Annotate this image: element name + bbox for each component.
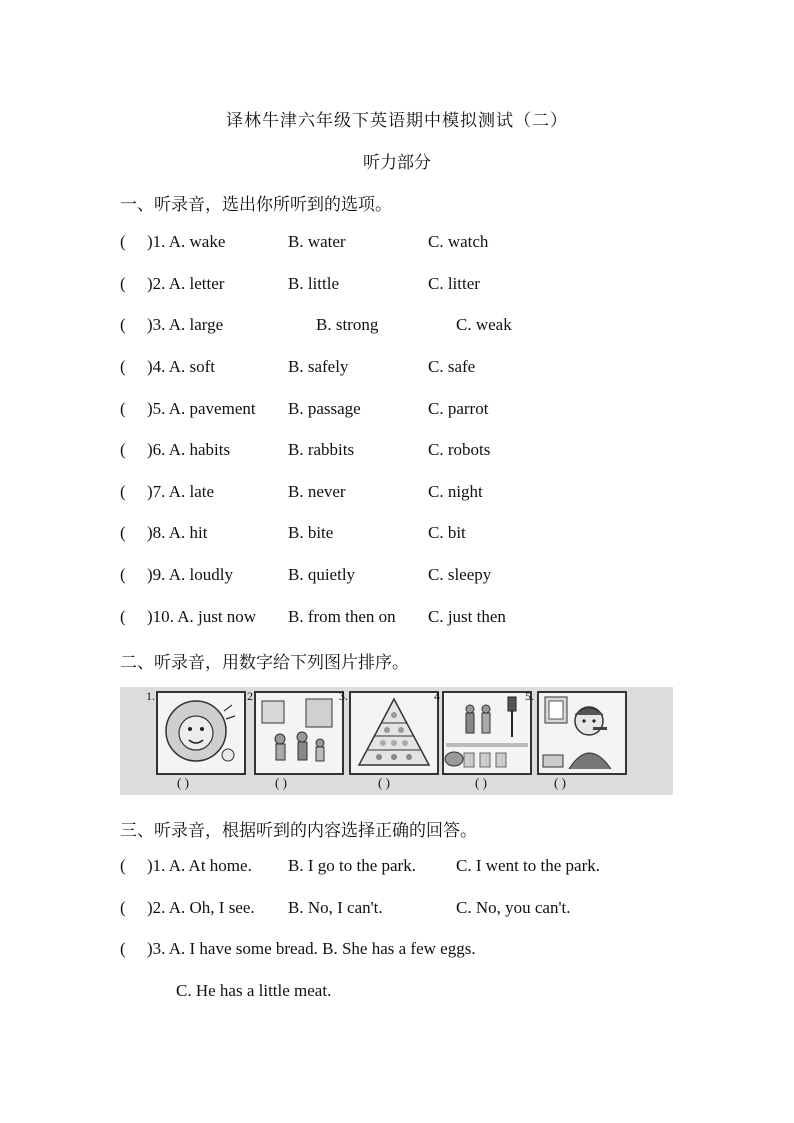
answer-paren[interactable]: ( xyxy=(120,898,126,917)
picture-number: 4 xyxy=(434,689,440,703)
crosswalk-icon xyxy=(442,691,532,775)
option-b: B. little xyxy=(288,274,339,293)
street-scene-icon xyxy=(254,691,344,775)
answer-paren[interactable]: ( xyxy=(120,939,126,958)
answer-paren[interactable]: ( xyxy=(120,856,126,875)
answer-paren[interactable]: ( ) xyxy=(554,775,566,790)
picture-number: 5. xyxy=(525,689,534,703)
option-c: C. I went to the park. xyxy=(456,856,600,875)
option-b: B. safely xyxy=(288,357,349,376)
question-number-a: )1. A. wake xyxy=(147,232,226,251)
option-b: B. quietly xyxy=(288,565,356,584)
food-pyramid-icon xyxy=(349,691,439,775)
picture-number: 1. xyxy=(146,689,155,703)
question-number-a: )2. A. letter xyxy=(147,274,225,293)
option-c: C. sleepy xyxy=(428,565,492,584)
option-b: B. bite xyxy=(288,523,334,542)
question-number-a: )2. A. Oh, I see. xyxy=(147,898,255,917)
page-title: 译林牛津六年级下英语期中模拟测试（二） xyxy=(226,111,568,131)
picture-number: 3. xyxy=(339,689,348,703)
question-number-a: )10. A. just now xyxy=(147,607,257,626)
question-number-a: )1. A. At home. xyxy=(147,856,252,875)
option-b: B. from then on xyxy=(288,607,396,626)
answer-paren[interactable]: ( ) xyxy=(378,775,390,790)
option-c: C. watch xyxy=(428,232,489,251)
answer-paren[interactable]: ( xyxy=(120,232,126,251)
answer-paren[interactable]: ( ) xyxy=(275,775,287,790)
answer-paren[interactable]: ( xyxy=(120,399,126,418)
option-c: C. bit xyxy=(428,523,466,542)
option-c: C. weak xyxy=(456,315,512,334)
question-number-a: )4. A. soft xyxy=(147,357,215,376)
picture-strip xyxy=(120,687,673,795)
answer-paren[interactable]: ( xyxy=(120,315,126,334)
question-number-a: )7. A. late xyxy=(147,482,215,501)
option-c: C. robots xyxy=(428,440,491,459)
picture-number: 2 xyxy=(247,689,253,703)
option-c: C. just then xyxy=(428,607,506,626)
lion-icon xyxy=(156,691,246,775)
question-number-a: )8. A. hit xyxy=(147,523,208,542)
answer-paren[interactable]: ( xyxy=(120,607,126,626)
answer-paren[interactable]: ( xyxy=(120,274,126,293)
option-c: C. night xyxy=(428,482,483,501)
answer-paren[interactable]: ( xyxy=(120,482,126,501)
answer-paren[interactable]: ( xyxy=(120,440,126,459)
question-number-a: )5. A. pavement xyxy=(147,399,256,418)
answer-paren[interactable]: ( ) xyxy=(475,775,487,790)
option-b: B. I go to the park. xyxy=(288,856,416,875)
question-number-a: )6. A. habits xyxy=(147,440,231,459)
option-b: B. rabbits xyxy=(288,440,355,459)
boy-brushing-teeth-icon xyxy=(537,691,627,775)
option-b: B. strong xyxy=(316,315,379,334)
answer-paren[interactable]: ( xyxy=(120,523,126,542)
answer-paren[interactable]: ( xyxy=(120,565,126,584)
option-c: C. safe xyxy=(428,357,476,376)
option-b: B. water xyxy=(288,232,346,251)
question-number-a: )9. A. loudly xyxy=(147,565,233,584)
option-b: B. passage xyxy=(288,399,361,418)
option-c: C. litter xyxy=(428,274,480,293)
section1-heading: 一、听录音，选出你所听到的选项。 xyxy=(120,195,392,215)
option-b: B. No, I can't. xyxy=(288,898,383,917)
answer-paren[interactable]: ( xyxy=(120,357,126,376)
option-c: C. He has a little meat. xyxy=(176,981,332,1000)
option-b: B. never xyxy=(288,482,346,501)
question-number-a: )3. A. large xyxy=(147,315,224,334)
option-c: C. parrot xyxy=(428,399,489,418)
section2-heading: 二、听录音，用数字给下列图片排序。 xyxy=(120,653,409,673)
section3-heading: 三、听录音，根据听到的内容选择正确的回答。 xyxy=(120,821,477,841)
question-number-a: )3. A. I have some bread. B. She has a few eggs. xyxy=(147,939,476,958)
page-subtitle: 听力部分 xyxy=(363,153,431,173)
option-c: C. No, you can't. xyxy=(456,898,571,917)
answer-paren[interactable]: ( ) xyxy=(177,775,189,790)
